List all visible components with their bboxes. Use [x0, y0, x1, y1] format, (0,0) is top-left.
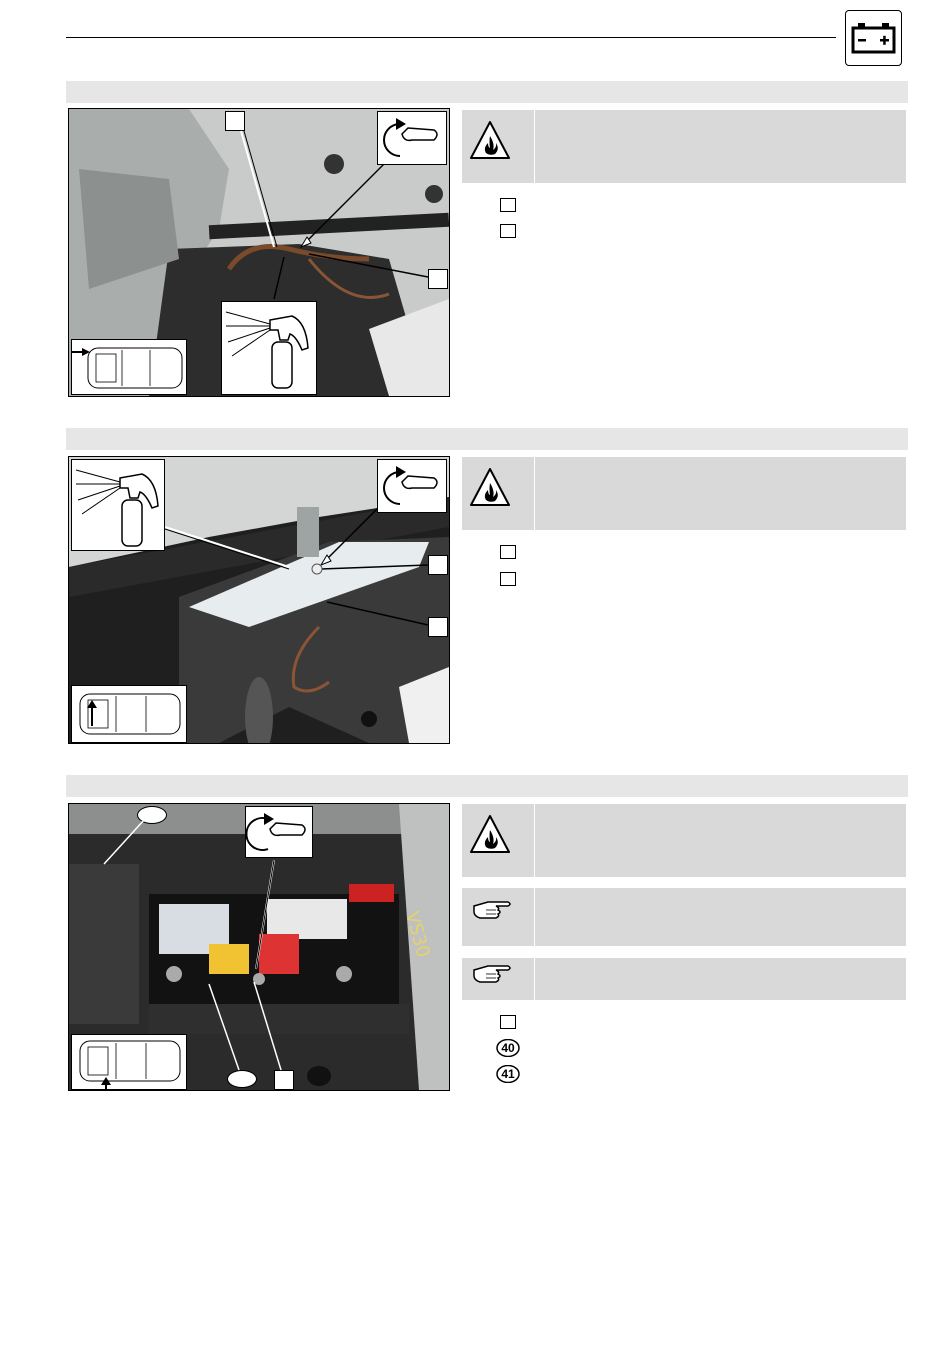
- step-number-label: 41: [501, 1067, 515, 1081]
- section-1-header-band: [66, 81, 908, 103]
- vehicle-topview-icon: [71, 1034, 187, 1090]
- fire-hazard-icon: [462, 110, 535, 183]
- step-checkbox: [500, 572, 516, 586]
- step-number-circled: [496, 1039, 520, 1057]
- step-checkbox: [500, 1015, 516, 1029]
- section-1-warning-box: [462, 110, 906, 183]
- battery-icon: [845, 10, 902, 66]
- section-2-photo: [68, 456, 450, 744]
- fire-hazard-icon: [462, 457, 535, 530]
- step-checkbox: [500, 198, 516, 212]
- section-3-warning-box: [462, 804, 906, 877]
- spray-bottle-icon: [221, 301, 317, 395]
- torque-wrench-icon: [377, 459, 447, 513]
- spray-bottle-icon: [71, 459, 165, 551]
- pointing-hand-icon: [462, 958, 535, 1000]
- torque-wrench-icon: [377, 111, 447, 165]
- step-number-label: 40: [501, 1041, 515, 1055]
- photo-handwritten-label: VS30: [401, 909, 434, 960]
- fire-hazard-icon: [462, 804, 535, 877]
- section-3-header-band: [66, 775, 908, 797]
- step-number-circled: [496, 1065, 520, 1083]
- vehicle-topview-icon: [71, 685, 187, 743]
- header-rule: [66, 37, 836, 38]
- section-2-warning-box: [462, 457, 906, 530]
- section-3-photo: [68, 803, 450, 1091]
- section-3-note-box-2: [462, 958, 906, 1000]
- section-3-note-box-1: [462, 888, 906, 946]
- section-1-photo: [68, 108, 450, 397]
- step-checkbox: [500, 224, 516, 238]
- step-checkbox: [500, 545, 516, 559]
- vehicle-topview-icon: [71, 339, 187, 395]
- torque-wrench-icon: [245, 806, 313, 858]
- pointing-hand-icon: [462, 888, 535, 946]
- section-2-header-band: [66, 428, 908, 450]
